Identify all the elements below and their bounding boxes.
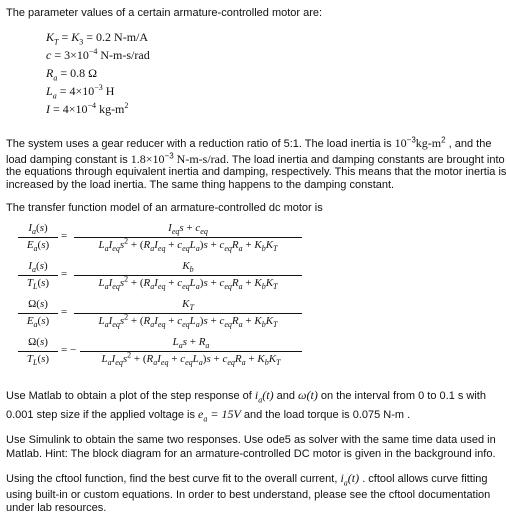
para4-line1: Using the cftool function, find the best curve fit to the overall current, $i_a(t)$ . cftool allows curve fitting xyxy=(6,471,488,488)
para4-line2: using built-in or custom equations. In order to best understand, please see the cftool documentation xyxy=(6,489,491,501)
para1-line4: increased by the load inertia. The same thing happens to the damping constant. xyxy=(6,179,395,191)
para2-line2: 0.001 step size if the applied voltage is $e_a = 15V$ and the load torque is 0.075 N-m . xyxy=(6,407,411,424)
param-ra: $R_a = 0.8$ Ω xyxy=(46,66,98,83)
para3-line2: Matlab. Hint: The block diagram for an armature-controlled DC motor is given in the background info. xyxy=(6,448,496,460)
param-kt: $K_T = K_3 = 0.2$ N-m/A xyxy=(46,30,149,47)
para3-line1: Use Simulink to obtain the same two responses. Use ode5 as solver with the same time data used in xyxy=(6,434,496,446)
tf-omega-tl: Ω(s) $T_L(s)$ = − $L_as + R_a$ $L_aI_{eq}s^2 + (R_aI_{eq} + c_{eq}L_a)s + c_{eq}R_a + K_bK_T$ xyxy=(14,335,314,369)
para2-line1: Use Matlab to obtain a plot of the step response of $i_a(t)$ and ω(t) on the interval from 0 to 0.1 s with xyxy=(6,388,486,405)
para1-line3: the equations through equivalent inertia and damping, respectively. This means that the motor inertia is xyxy=(6,166,506,178)
param-i: $I = 4\times 10^{-4}$ $kg-m^2$ xyxy=(46,101,129,116)
intro-text: The parameter values of a certain armature-controlled motor are: xyxy=(6,7,323,19)
tf-intro-text: The transfer function model of an armature-controlled dc motor is xyxy=(6,202,323,214)
para1-line2: load damping constant is $1.8\times 10^{-3}$ N-m-s/rad. The load inertia and damping constants are brought into xyxy=(6,151,505,166)
tf-ia-ea: $I_a(s)$ $E_a(s)$ = $I_{eq}s + c_{eq}$ $L_aI_{eq}s^2 + (R_aI_{eq} + c_{eq}L_a)s + c_{eq}R_a + K_bK_T$ xyxy=(14,221,314,255)
tf-omega-ea: Ω(s) $E_a(s)$ = $K_T$ $L_aI_{eq}s^2 + (R_aI_{eq} + c_{eq}L_a)s + c_{eq}R_a + K_bK_T$ xyxy=(14,297,314,331)
para1-line1: The system uses a gear reducer with a reduction ratio of 5:1. The load inertia is $10^{-3}kg-m^2$ , and the xyxy=(6,135,492,150)
param-c: $c = 3\times 10^{-4}$ N-m-s/rad xyxy=(46,47,150,62)
tf-ia-tl: $I_a(s)$ $T_L(s)$ = $K_b$ $L_aI_{eq}s^2 + (R_aI_{eq} + c_{eq}L_a)s + c_{eq}R_a + K_bK_T$ xyxy=(14,259,314,293)
param-la: $L_a = 4\times 10^{-3}$ H xyxy=(46,83,115,101)
para4-line3: under lab resources. xyxy=(6,502,107,514)
param-kt-value: = 0.2 N-m/A xyxy=(86,30,149,44)
